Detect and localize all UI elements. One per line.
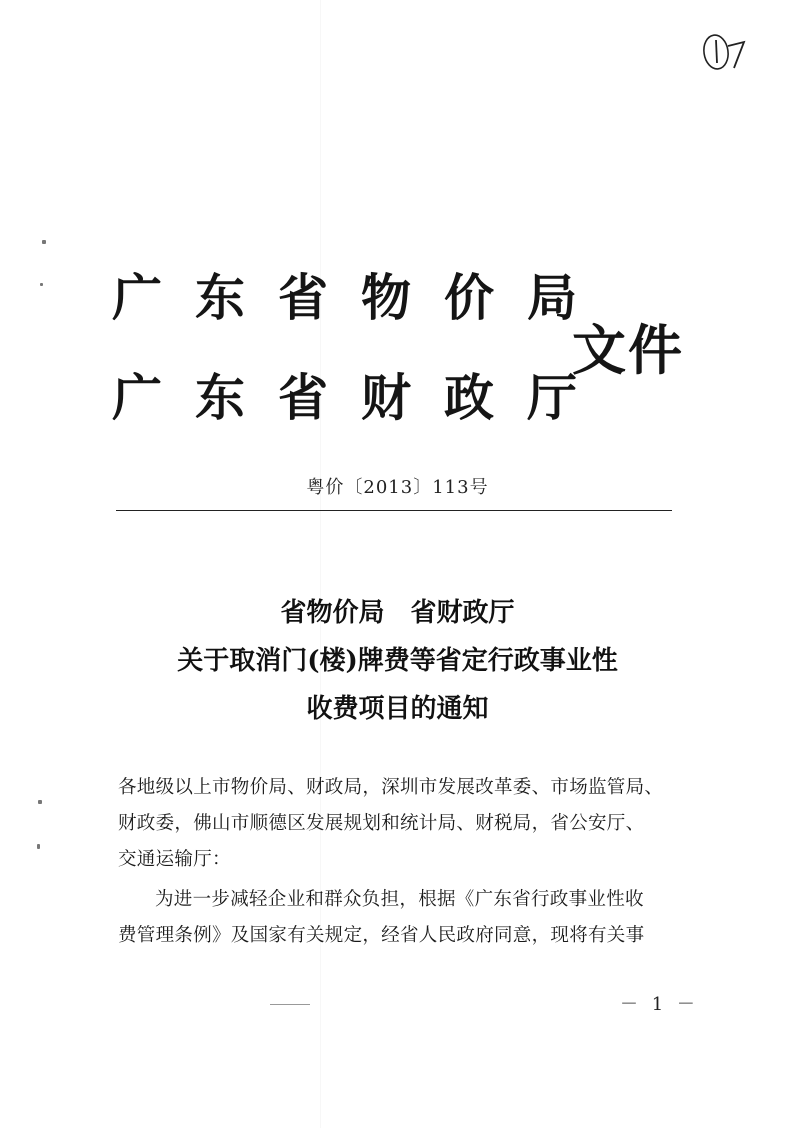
footer-mark — [270, 1004, 310, 1005]
paragraph-line: 为进一步减轻企业和群众负担，根据《广东省行政事业性收 — [155, 889, 644, 910]
scan-speck — [37, 844, 40, 849]
addressee-block — [118, 770, 678, 878]
handwritten-page-mark — [700, 30, 756, 74]
scan-speck — [42, 240, 46, 244]
title-line-2: 关于取消门(楼)牌费等省定行政事业性 — [177, 646, 618, 676]
paragraph-line: 费管理条例》及国家有关规定，经省人民政府同意，现将有关事 — [118, 925, 645, 946]
scan-speck — [38, 800, 42, 804]
authority-name-1: 广东省物价局 — [112, 268, 610, 327]
title-line-3: 收费项目的通知 — [306, 694, 489, 724]
addressee-line: 财政委，佛山市顺德区发展规划和统计局、财税局，省公安厅、 — [118, 813, 645, 834]
scan-fold-line — [320, 0, 321, 1128]
addressee-line: 交通运输厅： — [118, 849, 231, 870]
addressee-line: 各地级以上市物价局、财政局，深圳市发展改革委、市场监管局、 — [118, 777, 664, 798]
authority-name-2: 广东省财政厅 — [112, 368, 610, 427]
title-line-1: 省物价局 省财政厅 — [280, 598, 515, 628]
page-number: － 1 － — [620, 994, 699, 1015]
document-suffix: 文件 — [572, 318, 684, 382]
body-paragraph — [118, 882, 678, 954]
header-divider — [116, 510, 672, 511]
document-number: 粤价〔2013〕113号 — [306, 477, 489, 498]
scan-speck — [40, 283, 43, 286]
